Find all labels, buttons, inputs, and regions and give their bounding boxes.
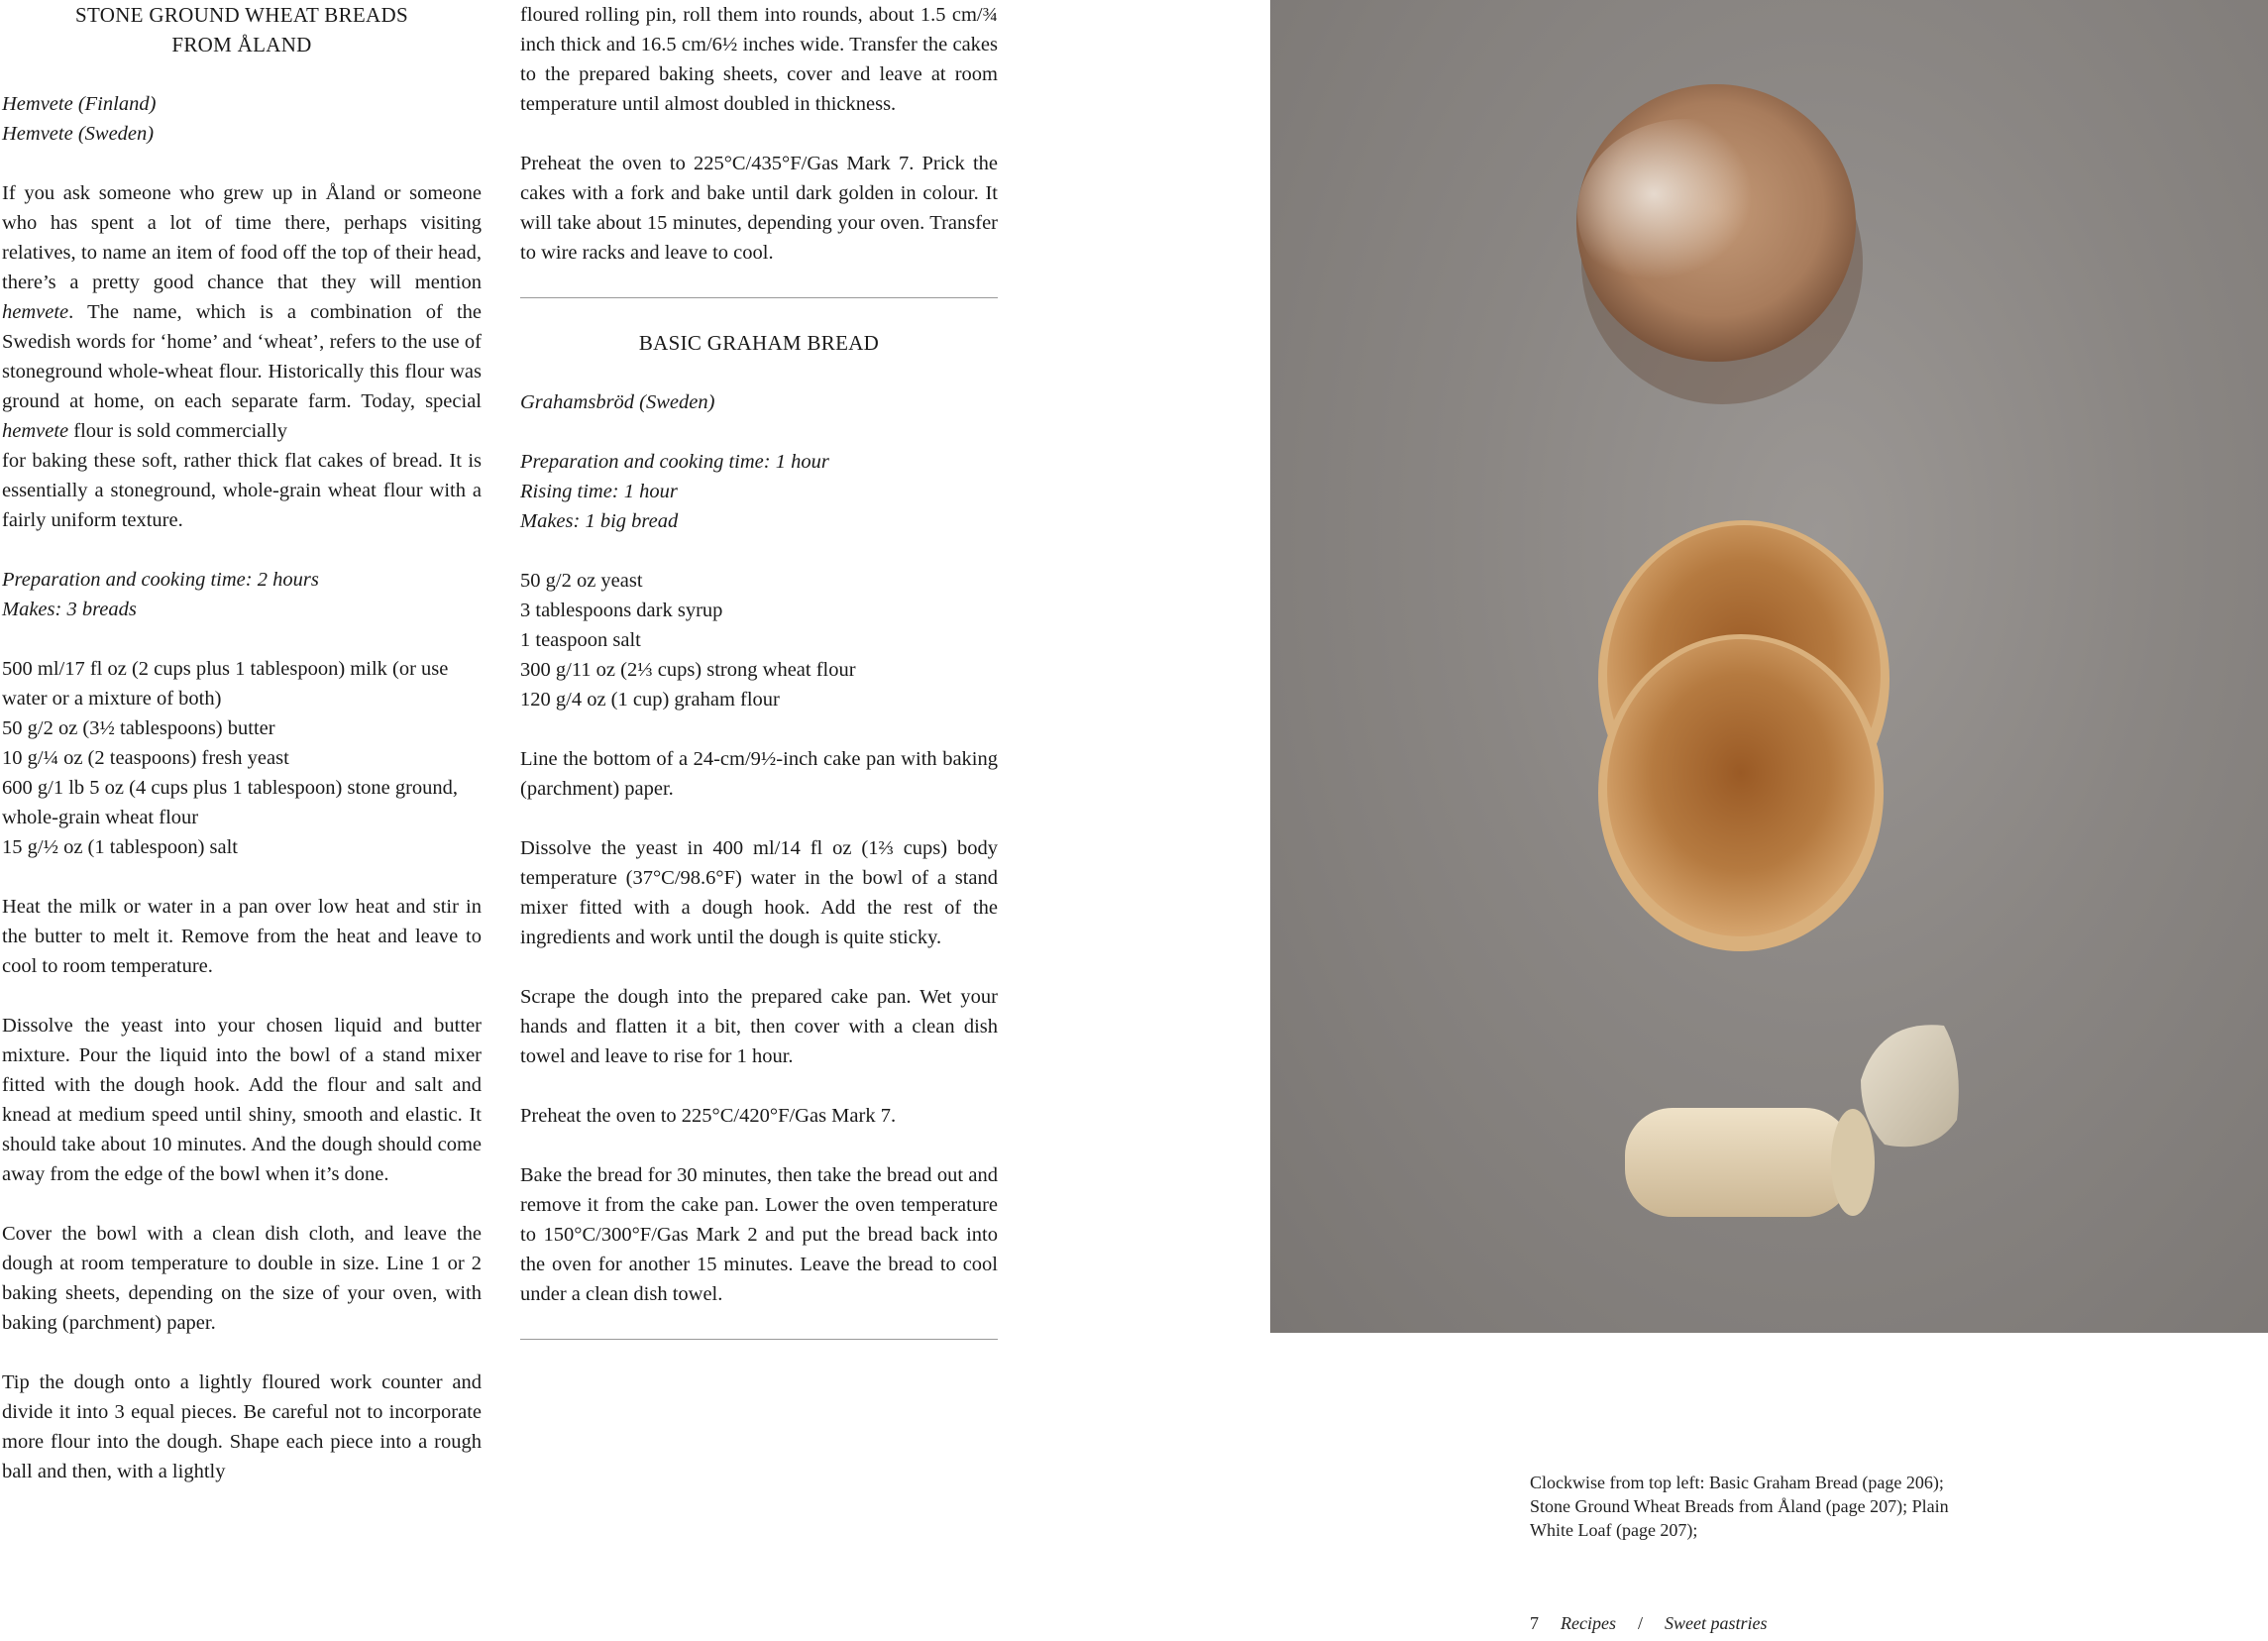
recipe-title-line-1: STONE GROUND WHEAT BREADS	[75, 3, 408, 27]
recipe-title	[2, 0, 482, 59]
rising-time: Rising time: 1 hour	[520, 481, 678, 502]
section-divider	[520, 1339, 998, 1340]
method-step: Cover the bowl with a clean dish cloth, and leave the dough at room temperature to double in size. Line 1 or 2 baking sheets, depending on the size of your oven, with baking (parchment) paper.	[2, 1223, 482, 1334]
yield: Makes: 3 breads	[2, 599, 137, 620]
bread-photo	[1270, 0, 2268, 1333]
page-footer	[1530, 1611, 1767, 1635]
white-loaf	[1625, 1108, 1853, 1217]
ingredient: 3 tablespoons dark syrup	[520, 600, 723, 621]
page-number: 7	[1530, 1613, 1539, 1633]
ingredient: 50 g/2 oz (3½ tablespoons) butter	[2, 717, 275, 739]
footer-separator: /	[1637, 1613, 1643, 1633]
loaf-slice	[1861, 1025, 1959, 1147]
ingredient: 120 g/4 oz (1 cup) graham flour	[520, 689, 780, 711]
method-step: Dissolve the yeast into your chosen liquid and butter mixture. Pour the liquid into the bowl of a stand mixer fitted with the dough hook. Add the flour and salt and knead at medium speed until shiny, smooth and elastic. It should take about 10 minutes. And the dough should come away from the edge of the bowl when it’s done.	[2, 1015, 482, 1185]
alt-name-finland: Hemvete (Finland)	[2, 93, 157, 115]
alternate-names	[2, 89, 482, 149]
alt-name-sweden: Hemvete (Sweden)	[2, 123, 155, 145]
recipe-meta	[520, 447, 998, 536]
ingredient: 300 g/11 oz (2⅓ cups) strong wheat flour	[520, 659, 856, 681]
method-step: Scrape the dough into the prepared cake pan. Wet your hands and flatten it a bit, then cover with a clean dish towel and leave to rise for 1 hour.	[520, 986, 998, 1067]
ingredient: 15 g/½ oz (1 tablespoon) salt	[2, 836, 238, 858]
bread-illustration	[1270, 0, 2268, 1333]
prep-time: Preparation and cooking time: 2 hours	[2, 569, 319, 591]
section-divider	[520, 297, 998, 298]
recipe-title-line-2: FROM ÅLAND	[171, 33, 312, 56]
intro-paragraph: If you ask someone who grew up in Åland or someone who has spent a lot of time there, perhaps visiting relatives, to name an item of food off the top of their head, there’s a pretty good chance that they will mention hemvete. The name, which is a combination of the Swedish words for ‘home’ and ‘wheat’, refers to the use of stoneground whole-wheat flour. Historically this flour was ground at home, on each separate farm. Today, special hemvete flour is sold commercially for baking these soft, rather thick flat cakes of bread. It is essentially a stoneground, whole-grain wheat flour with a fairly uniform texture.	[2, 182, 482, 531]
middle-column	[520, 0, 998, 1369]
flour-dusting	[1577, 119, 1795, 307]
term-hemvete: hemvete	[2, 301, 69, 323]
yield: Makes: 1 big bread	[520, 510, 679, 532]
method-step: Tip the dough onto a lightly floured work counter and divide it into 3 equal pieces. Be careful not to incorporate more flour into the dough. Shape each piece into a rough ball and then, with a lightly	[2, 1371, 482, 1482]
method-step: Preheat the oven to 225°C/435°F/Gas Mark 7. Prick the cakes with a fork and bake until dark golden in colour. It will take about 15 minutes, depending your oven. Transfer to wire racks and leave to cool.	[520, 153, 998, 264]
method-step: Heat the milk or water in a pan over low heat and stir in the butter to melt it. Remove from the heat and leave to cool to room temperature.	[2, 896, 482, 977]
ingredient: 1 teaspoon salt	[520, 629, 641, 651]
footer-section: Recipes	[1561, 1613, 1616, 1633]
ingredient: 600 g/1 lb 5 oz (4 cups plus 1 tablespoon) stone ground, whole-grain wheat flour	[2, 777, 459, 828]
ingredient: 500 ml/17 fl oz (2 cups plus 1 tablespoon) milk (or use water or a mixture of both)	[2, 658, 449, 710]
ingredient-list	[520, 566, 998, 714]
term-hemvete: hemvete	[2, 420, 69, 442]
alt-name-sweden: Grahamsbröd (Sweden)	[520, 391, 715, 413]
recipe-meta	[2, 565, 482, 624]
left-column	[2, 0, 482, 1516]
recipe-title: BASIC GRAHAM BREAD	[638, 331, 880, 355]
footer-subsection: Sweet pastries	[1664, 1613, 1768, 1633]
ingredient: 50 g/2 oz yeast	[520, 570, 643, 592]
ingredient-list	[2, 654, 482, 862]
method-step: Bake the bread for 30 minutes, then take the bread out and remove it from the cake pan. Lower the oven temperature to 150°C/300°F/Gas Mark 2 and put the bread back into the oven for another 15 minutes. Leave the bread to cool under a clean dish towel.	[520, 1164, 998, 1305]
method-step: Preheat the oven to 225°C/420°F/Gas Mark 7.	[520, 1105, 897, 1127]
method-step: Dissolve the yeast in 400 ml/14 fl oz (1⅔ cups) body temperature (37°C/98.6°F) water in the bowl of a stand mixer fitted with a dough hook. Add the rest of the ingredients and work until the dough is quite sticky.	[520, 837, 998, 948]
ingredient: 10 g/¼ oz (2 teaspoons) fresh yeast	[2, 747, 289, 769]
method-step: Line the bottom of a 24-cm/9½-inch cake pan with baking (parchment) paper.	[520, 748, 998, 800]
method-step-continued: floured rolling pin, roll them into rounds, about 1.5 cm/¾ inch thick and 16.5 cm/6½ inches wide. Transfer the cakes to the prepared baking sheets, cover and leave at room temperature until almost doubled in thickness.	[520, 4, 998, 115]
photo-caption: Clockwise from top left: Basic Graham Bread (page 206); Stone Ground Wheat Breads from Åland (page 207); Plain White Loaf (page 207);	[1530, 1473, 1949, 1540]
prep-time: Preparation and cooking time: 1 hour	[520, 451, 829, 473]
